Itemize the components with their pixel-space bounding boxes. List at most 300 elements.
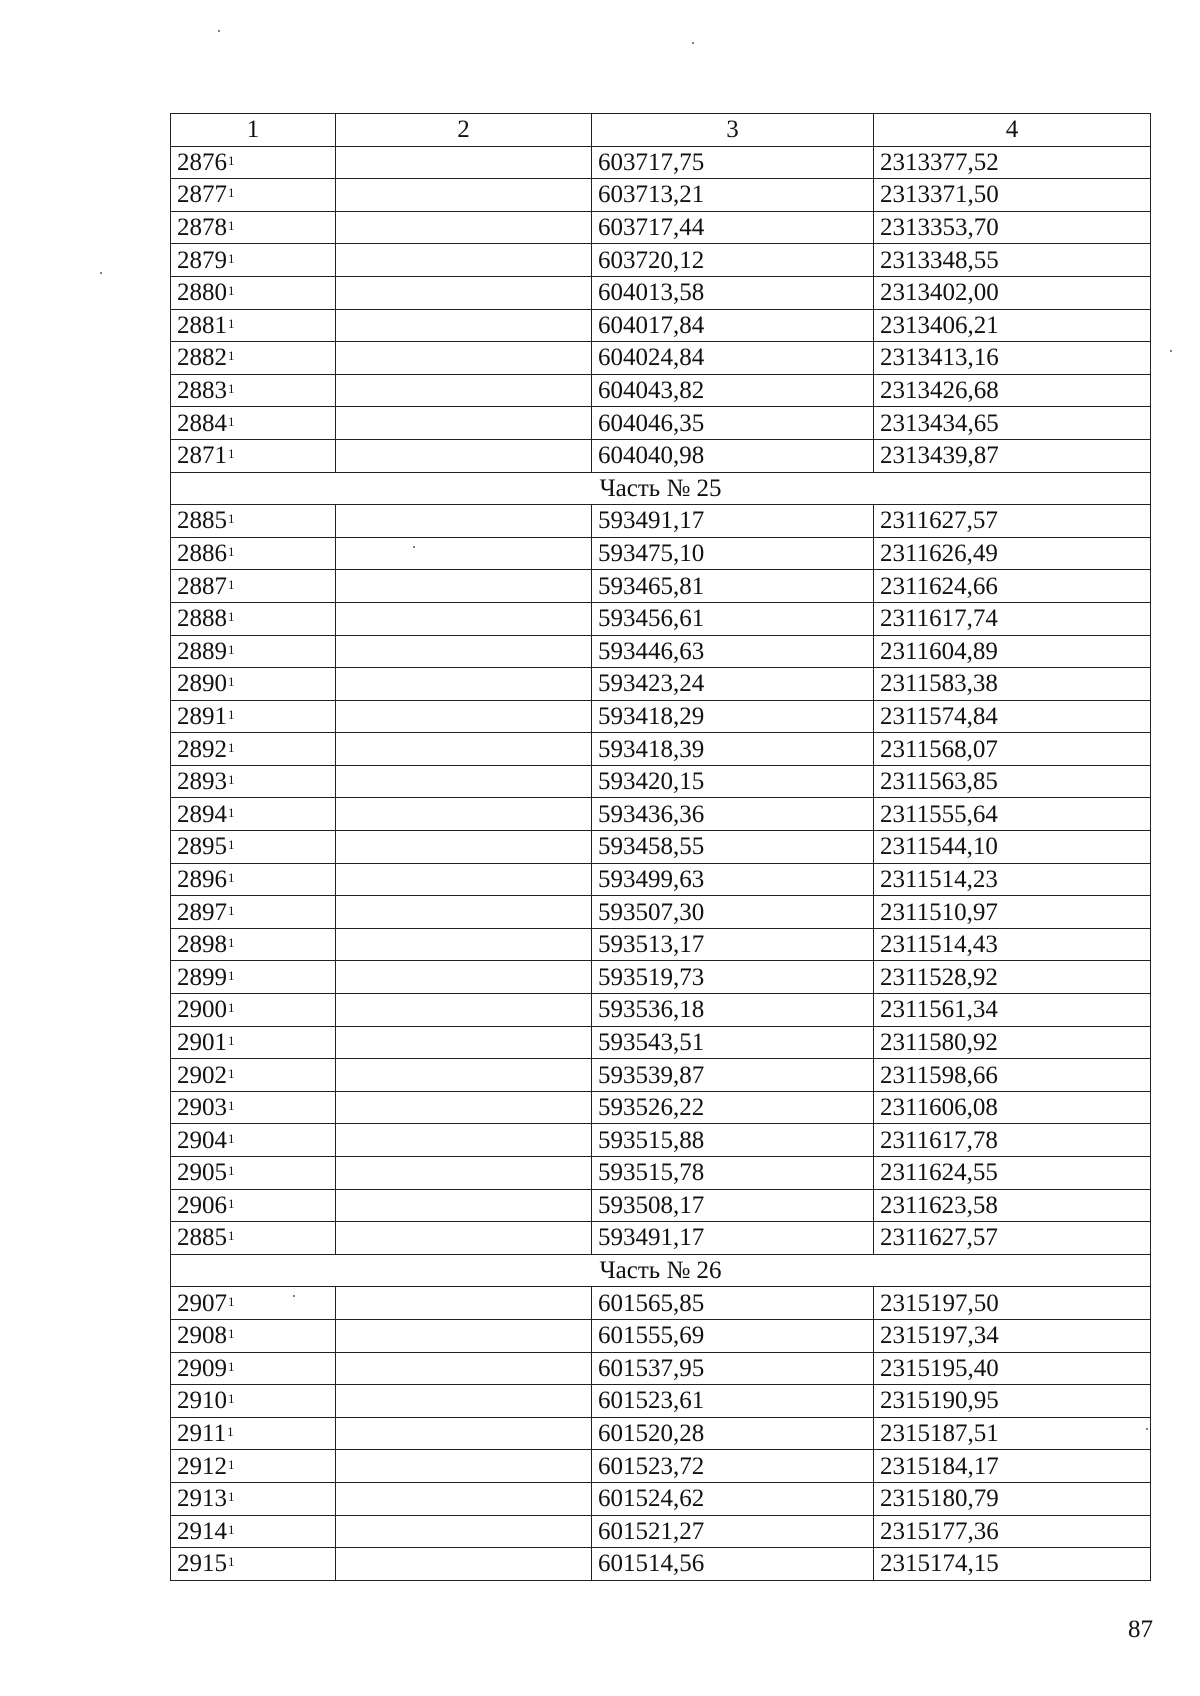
y-coordinate-cell: 2313377,52: [874, 146, 1151, 179]
point-number-superscript: 1: [228, 706, 235, 722]
table-row: [171, 1385, 1151, 1418]
table-row: [171, 961, 1151, 994]
point-number-superscript: 1: [228, 348, 235, 364]
point-number: 2879: [177, 246, 227, 274]
table-row: [171, 1026, 1151, 1059]
y-coordinate-cell: 2313348,55: [874, 244, 1151, 277]
point-number-superscript: 1: [228, 641, 235, 657]
x-coordinate-cell: 593423,24: [592, 668, 874, 701]
y-coordinate-cell: 2311627,57: [874, 505, 1151, 538]
x-coordinate-cell: 604046,35: [592, 407, 874, 440]
table-row: [171, 831, 1151, 864]
col-2-cell: [336, 1385, 592, 1418]
point-number-superscript: 1: [228, 381, 235, 397]
point-number: 2915: [177, 1550, 227, 1578]
y-coordinate-cell: 2315195,40: [874, 1352, 1151, 1385]
point-number: 2895: [177, 833, 227, 861]
section-header-row: [171, 472, 1151, 505]
col-2-cell: [336, 602, 592, 635]
table-row: [171, 276, 1151, 309]
x-coordinate-cell: 593418,29: [592, 700, 874, 733]
table-row: [171, 1222, 1151, 1255]
point-number: 2897: [177, 898, 227, 926]
point-number: 2900: [177, 996, 227, 1024]
point-number-superscript: 1: [228, 283, 235, 299]
y-coordinate-cell: 2313406,21: [874, 309, 1151, 342]
point-number-cell: [171, 309, 336, 342]
table-row: [171, 994, 1151, 1027]
point-number-superscript: 1: [228, 511, 235, 527]
point-number: 2891: [177, 702, 227, 730]
point-number-superscript: 1: [228, 185, 235, 201]
point-number: 2910: [177, 1387, 227, 1415]
table-row: [171, 179, 1151, 212]
point-number-superscript: 1: [228, 804, 235, 820]
y-coordinate-cell: 2311563,85: [874, 765, 1151, 798]
page-number: 87: [1128, 1616, 1153, 1643]
point-number-superscript: 1: [228, 902, 235, 918]
point-number-superscript: 1: [228, 1098, 235, 1114]
x-coordinate-cell: 593513,17: [592, 928, 874, 961]
point-number-superscript: 1: [228, 869, 235, 885]
col-2-cell: [336, 733, 592, 766]
point-number: 2913: [177, 1485, 227, 1513]
point-number-superscript: 1: [228, 250, 235, 266]
col-2-cell: [336, 635, 592, 668]
y-coordinate-cell: 2311617,74: [874, 602, 1151, 635]
table-row: [171, 1157, 1151, 1190]
col-2-cell: [336, 1287, 592, 1320]
header-col-4: 4: [874, 114, 1151, 147]
x-coordinate-cell: 593507,30: [592, 896, 874, 929]
x-coordinate-cell: 593420,15: [592, 765, 874, 798]
y-coordinate-cell: 2311583,38: [874, 668, 1151, 701]
point-number-superscript: 1: [228, 609, 235, 625]
table-body: [171, 114, 1151, 1581]
table-row: [171, 700, 1151, 733]
table-row: [171, 1450, 1151, 1483]
y-coordinate-cell: 2315174,15: [874, 1548, 1151, 1581]
y-coordinate-cell: 2315177,36: [874, 1515, 1151, 1548]
x-coordinate-cell: 593436,36: [592, 798, 874, 831]
point-number: 2894: [177, 800, 227, 828]
point-number: 2903: [177, 1094, 227, 1122]
point-number-cell: [171, 146, 336, 179]
point-number-superscript: 1: [228, 1456, 235, 1472]
point-number-superscript: 1: [228, 152, 235, 168]
point-number: 2887: [177, 572, 227, 600]
table-row: [171, 1482, 1151, 1515]
col-2-cell: [336, 896, 592, 929]
point-number: 2904: [177, 1126, 227, 1154]
point-number-superscript: 1: [228, 315, 235, 331]
y-coordinate-cell: 2311514,43: [874, 928, 1151, 961]
point-number-cell: [171, 537, 336, 570]
coordinates-table: [170, 113, 1151, 1581]
table-row: [171, 211, 1151, 244]
point-number-cell: [171, 896, 336, 929]
x-coordinate-cell: 601524,62: [592, 1482, 874, 1515]
point-number-superscript: 1: [228, 1000, 235, 1016]
point-number: 2881: [177, 311, 227, 339]
y-coordinate-cell: 2315187,51: [874, 1417, 1151, 1450]
table-row: [171, 668, 1151, 701]
point-number-superscript: 1: [228, 674, 235, 690]
point-number: 2880: [177, 279, 227, 307]
y-coordinate-cell: 2311544,10: [874, 831, 1151, 864]
scan-speck: [293, 1295, 295, 1297]
table-row: [171, 1352, 1151, 1385]
x-coordinate-cell: 601523,61: [592, 1385, 874, 1418]
point-number-superscript: 1: [228, 1391, 235, 1407]
header-col-1: 1: [171, 114, 336, 147]
point-number: 2886: [177, 540, 227, 568]
point-number-superscript: 1: [228, 1065, 235, 1081]
col-2-cell: [336, 537, 592, 570]
col-2-cell: [336, 374, 592, 407]
point-number-superscript: 1: [228, 1228, 235, 1244]
col-2-cell: [336, 1482, 592, 1515]
col-2-cell: [336, 505, 592, 538]
table-row: [171, 570, 1151, 603]
x-coordinate-cell: 593543,51: [592, 1026, 874, 1059]
col-2-cell: [336, 439, 592, 472]
point-number: 2885: [177, 1224, 227, 1252]
scan-speck: [1170, 350, 1172, 352]
col-2-cell: [336, 831, 592, 864]
table-row: [171, 309, 1151, 342]
point-number-cell: [171, 602, 336, 635]
point-number-cell: [171, 1189, 336, 1222]
point-number-superscript: 1: [228, 1293, 235, 1309]
x-coordinate-cell: 601520,28: [592, 1417, 874, 1450]
point-number-cell: [171, 765, 336, 798]
header-col-2: 2: [336, 114, 592, 147]
y-coordinate-cell: 2311580,92: [874, 1026, 1151, 1059]
point-number-superscript: 1: [228, 1521, 235, 1537]
section-title: Часть № 26: [171, 1254, 1151, 1287]
point-number-cell: [171, 831, 336, 864]
point-number-superscript: 1: [228, 967, 235, 983]
y-coordinate-cell: 2311624,66: [874, 570, 1151, 603]
point-number-cell: [171, 668, 336, 701]
table-row: [171, 1515, 1151, 1548]
point-number-cell: [171, 1222, 336, 1255]
point-number-cell: [171, 1352, 336, 1385]
x-coordinate-cell: 601523,72: [592, 1450, 874, 1483]
col-2-cell: [336, 928, 592, 961]
point-number-cell: [171, 244, 336, 277]
point-number: 2876: [177, 148, 227, 176]
col-2-cell: [336, 570, 592, 603]
point-number-cell: [171, 635, 336, 668]
section-title: Часть № 25: [171, 472, 1151, 505]
x-coordinate-cell: 601537,95: [592, 1352, 874, 1385]
point-number-cell: [171, 407, 336, 440]
table-row: [171, 1319, 1151, 1352]
point-number-superscript: 1: [228, 413, 235, 429]
x-coordinate-cell: 593539,87: [592, 1059, 874, 1092]
y-coordinate-cell: 2315197,50: [874, 1287, 1151, 1320]
point-number: 2882: [177, 344, 227, 372]
y-coordinate-cell: 2313434,65: [874, 407, 1151, 440]
x-coordinate-cell: 593519,73: [592, 961, 874, 994]
point-number-cell: [171, 1515, 336, 1548]
point-number-superscript: 1: [228, 1163, 235, 1179]
col-2-cell: [336, 276, 592, 309]
scan-speck: [413, 546, 415, 548]
table-row: [171, 374, 1151, 407]
point-number: 2893: [177, 768, 227, 796]
x-coordinate-cell: 604040,98: [592, 439, 874, 472]
x-coordinate-cell: 593515,78: [592, 1157, 874, 1190]
col-2-cell: [336, 668, 592, 701]
y-coordinate-cell: 2311510,97: [874, 896, 1151, 929]
x-coordinate-cell: 604043,82: [592, 374, 874, 407]
header-col-3: 3: [592, 114, 874, 147]
point-number: 2877: [177, 181, 227, 209]
point-number-superscript: 1: [228, 446, 235, 462]
point-number-cell: [171, 798, 336, 831]
table-row: [171, 1287, 1151, 1320]
col-2-cell: [336, 342, 592, 375]
col-2-cell: [336, 994, 592, 1027]
point-number-cell: [171, 1091, 336, 1124]
y-coordinate-cell: 2311574,84: [874, 700, 1151, 733]
col-2-cell: [336, 1091, 592, 1124]
y-coordinate-cell: 2311598,66: [874, 1059, 1151, 1092]
point-number: 2905: [177, 1159, 227, 1187]
table-row: [171, 505, 1151, 538]
point-number-cell: [171, 1059, 336, 1092]
y-coordinate-cell: 2315190,95: [874, 1385, 1151, 1418]
point-number-cell: [171, 570, 336, 603]
point-number-cell: [171, 1287, 336, 1320]
point-number-cell: [171, 1548, 336, 1581]
point-number-cell: [171, 1157, 336, 1190]
point-number-cell: [171, 276, 336, 309]
point-number: 2914: [177, 1517, 227, 1545]
scan-speck: [218, 30, 220, 32]
point-number-cell: [171, 179, 336, 212]
x-coordinate-cell: 593499,63: [592, 863, 874, 896]
point-number-cell: [171, 1319, 336, 1352]
col-2-cell: [336, 1222, 592, 1255]
point-number-superscript: 1: [228, 1195, 235, 1211]
col-2-cell: [336, 1417, 592, 1450]
x-coordinate-cell: 601514,56: [592, 1548, 874, 1581]
point-number-superscript: 1: [228, 935, 235, 951]
table-row: [171, 733, 1151, 766]
x-coordinate-cell: 601555,69: [592, 1319, 874, 1352]
table-row: [171, 1124, 1151, 1157]
col-2-cell: [336, 1157, 592, 1190]
x-coordinate-cell: 603720,12: [592, 244, 874, 277]
point-number-cell: [171, 733, 336, 766]
x-coordinate-cell: 593536,18: [592, 994, 874, 1027]
y-coordinate-cell: 2311514,23: [874, 863, 1151, 896]
x-coordinate-cell: 593465,81: [592, 570, 874, 603]
table-row: [171, 146, 1151, 179]
table-row: [171, 602, 1151, 635]
table-row: [171, 798, 1151, 831]
point-number-superscript: 1: [228, 1358, 235, 1374]
point-number: 2899: [177, 963, 227, 991]
col-2-cell: [336, 1352, 592, 1385]
point-number-superscript: 1: [227, 1424, 234, 1440]
scan-speck: [1146, 1428, 1148, 1430]
point-number-cell: [171, 928, 336, 961]
col-2-cell: [336, 146, 592, 179]
header-row: [171, 114, 1151, 147]
col-2-cell: [336, 798, 592, 831]
scan-speck: [692, 42, 694, 44]
point-number-superscript: 1: [228, 544, 235, 560]
x-coordinate-cell: 604024,84: [592, 342, 874, 375]
table-row: [171, 407, 1151, 440]
point-number: 2884: [177, 409, 227, 437]
table-row: [171, 244, 1151, 277]
table-row: [171, 1548, 1151, 1581]
point-number: 2885: [177, 507, 227, 535]
point-number-superscript: 1: [228, 1554, 235, 1570]
x-coordinate-cell: 603717,44: [592, 211, 874, 244]
table-row: [171, 342, 1151, 375]
point-number: 2890: [177, 670, 227, 698]
point-number-superscript: 1: [228, 837, 235, 853]
x-coordinate-cell: 601565,85: [592, 1287, 874, 1320]
col-2-cell: [336, 765, 592, 798]
x-coordinate-cell: 593491,17: [592, 505, 874, 538]
point-number-cell: [171, 994, 336, 1027]
x-coordinate-cell: 603717,75: [592, 146, 874, 179]
table-row: [171, 928, 1151, 961]
y-coordinate-cell: 2311555,64: [874, 798, 1151, 831]
y-coordinate-cell: 2313413,16: [874, 342, 1151, 375]
point-number-cell: [171, 700, 336, 733]
y-coordinate-cell: 2315197,34: [874, 1319, 1151, 1352]
point-number-cell: [171, 439, 336, 472]
col-2-cell: [336, 1450, 592, 1483]
x-coordinate-cell: 593456,61: [592, 602, 874, 635]
y-coordinate-cell: 2313439,87: [874, 439, 1151, 472]
table-row: [171, 1417, 1151, 1450]
col-2-cell: [336, 1319, 592, 1352]
col-2-cell: [336, 1059, 592, 1092]
point-number-cell: [171, 1417, 336, 1450]
col-2-cell: [336, 1124, 592, 1157]
table-row: [171, 1189, 1151, 1222]
col-2-cell: [336, 1026, 592, 1059]
x-coordinate-cell: 593515,88: [592, 1124, 874, 1157]
y-coordinate-cell: 2315184,17: [874, 1450, 1151, 1483]
scan-speck: [100, 272, 102, 274]
point-number-superscript: 1: [228, 218, 235, 234]
point-number: 2898: [177, 931, 227, 959]
point-number-superscript: 1: [228, 739, 235, 755]
x-coordinate-cell: 603713,21: [592, 179, 874, 212]
x-coordinate-cell: 593475,10: [592, 537, 874, 570]
table-row: [171, 863, 1151, 896]
point-number: 2896: [177, 865, 227, 893]
point-number-cell: [171, 863, 336, 896]
col-2-cell: [336, 211, 592, 244]
point-number-cell: [171, 211, 336, 244]
y-coordinate-cell: 2313371,50: [874, 179, 1151, 212]
y-coordinate-cell: 2315180,79: [874, 1482, 1151, 1515]
table-row: [171, 635, 1151, 668]
col-2-cell: [336, 407, 592, 440]
x-coordinate-cell: 604017,84: [592, 309, 874, 342]
table-row: [171, 896, 1151, 929]
col-2-cell: [336, 179, 592, 212]
point-number: 2912: [177, 1452, 227, 1480]
point-number: 2888: [177, 605, 227, 633]
point-number: 2889: [177, 637, 227, 665]
point-number: 2871: [177, 442, 227, 470]
point-number-superscript: 1: [228, 772, 235, 788]
point-number: 2907: [177, 1289, 227, 1317]
point-number-superscript: 1: [228, 1130, 235, 1146]
point-number: 2901: [177, 1028, 227, 1056]
point-number: 2892: [177, 735, 227, 763]
table-row: [171, 765, 1151, 798]
y-coordinate-cell: 2311568,07: [874, 733, 1151, 766]
point-number-cell: [171, 1026, 336, 1059]
col-2-cell: [336, 961, 592, 994]
point-number-cell: [171, 1124, 336, 1157]
y-coordinate-cell: 2311528,92: [874, 961, 1151, 994]
col-2-cell: [336, 244, 592, 277]
point-number: 2902: [177, 1061, 227, 1089]
point-number-cell: [171, 1450, 336, 1483]
col-2-cell: [336, 1548, 592, 1581]
col-2-cell: [336, 309, 592, 342]
table-row: [171, 439, 1151, 472]
point-number-superscript: 1: [228, 1489, 235, 1505]
col-2-cell: [336, 700, 592, 733]
point-number-cell: [171, 505, 336, 538]
x-coordinate-cell: 604013,58: [592, 276, 874, 309]
point-number: 2908: [177, 1322, 227, 1350]
col-2-cell: [336, 1189, 592, 1222]
y-coordinate-cell: 2313353,70: [874, 211, 1151, 244]
y-coordinate-cell: 2311623,58: [874, 1189, 1151, 1222]
point-number-cell: [171, 342, 336, 375]
x-coordinate-cell: 593526,22: [592, 1091, 874, 1124]
table-row: [171, 1091, 1151, 1124]
x-coordinate-cell: 593491,17: [592, 1222, 874, 1255]
y-coordinate-cell: 2313426,68: [874, 374, 1151, 407]
point-number: 2883: [177, 377, 227, 405]
x-coordinate-cell: 593508,17: [592, 1189, 874, 1222]
col-2-cell: [336, 863, 592, 896]
point-number: 2878: [177, 214, 227, 242]
y-coordinate-cell: 2311606,08: [874, 1091, 1151, 1124]
y-coordinate-cell: 2311627,57: [874, 1222, 1151, 1255]
point-number-cell: [171, 374, 336, 407]
x-coordinate-cell: 593418,39: [592, 733, 874, 766]
y-coordinate-cell: 2311604,89: [874, 635, 1151, 668]
y-coordinate-cell: 2311624,55: [874, 1157, 1151, 1190]
section-header-row: [171, 1254, 1151, 1287]
point-number: 2906: [177, 1191, 227, 1219]
y-coordinate-cell: 2311626,49: [874, 537, 1151, 570]
x-coordinate-cell: 601521,27: [592, 1515, 874, 1548]
x-coordinate-cell: 593458,55: [592, 831, 874, 864]
table-row: [171, 1059, 1151, 1092]
y-coordinate-cell: 2311561,34: [874, 994, 1151, 1027]
